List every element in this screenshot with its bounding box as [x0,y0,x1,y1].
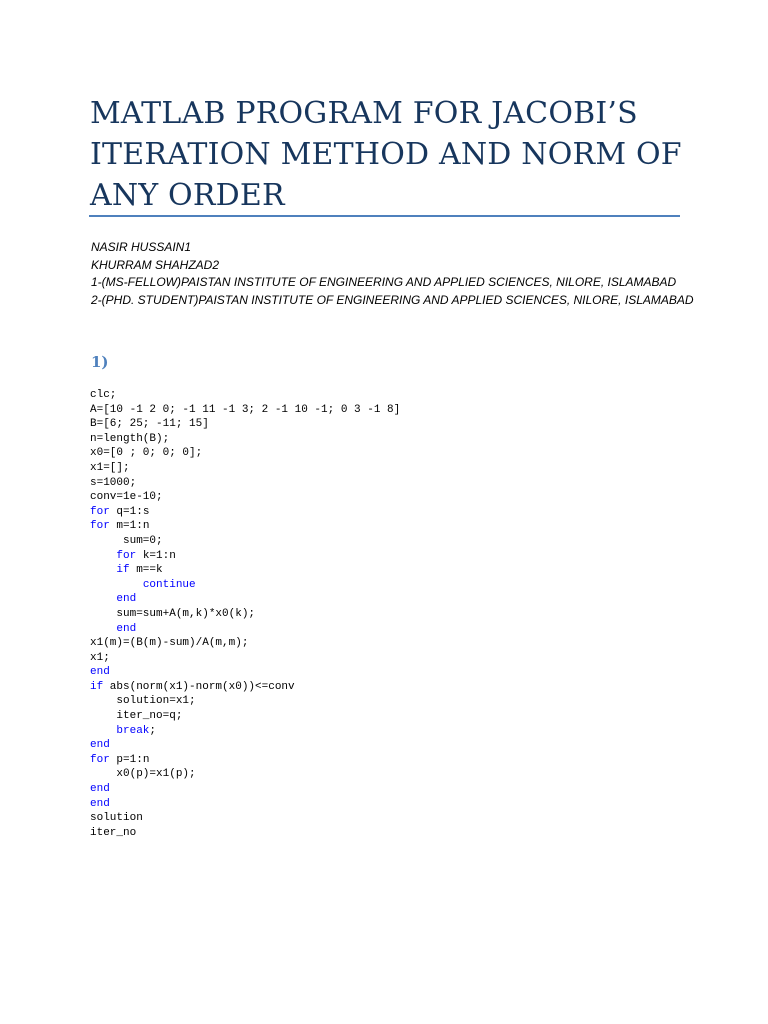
author-name-2: KHURRAM SHAHZAD2 [91,257,220,272]
code-text: iter_no=q; [90,710,183,723]
code-text: q=1:s [109,505,150,518]
code-line [90,680,400,695]
code-line [90,622,400,637]
code-line [90,826,400,841]
code-keyword: if [116,564,130,577]
code-text: n=length(B); [90,432,170,445]
code-line [90,738,400,753]
code-text [90,550,116,562]
code-line [90,694,400,709]
code-line [90,403,400,418]
code-line [90,782,400,797]
code-line [90,607,400,622]
code-line [90,811,400,826]
section-heading: 1) [91,353,109,371]
code-line [90,709,400,724]
code-text: ; [149,724,157,737]
code-line [90,592,400,607]
code-line [90,636,400,651]
code-text: x1(m)=(B(m)-sum)/A(m,m); [90,637,249,650]
code-line [90,519,400,534]
code-line [90,651,400,666]
code-text: abs(norm(x1)-norm(x0))<=conv [103,680,295,693]
code-text [90,579,143,591]
code-line [90,578,400,593]
author-name-1: NASIR HUSSAIN1 [91,240,192,254]
code-text: solution [90,812,143,825]
code-keyword: end [90,666,110,679]
code-text: conv=1e-10; [90,491,163,504]
code-keyword: for [90,505,110,518]
document-title: MATLAB PROGRAM FOR JACOBI’S ITERATION METHOD AND NORM OF ANY ORDER [90,96,682,213]
code-line [90,563,400,578]
author-block [91,239,711,309]
code-keyword: end [90,739,110,752]
code-text: sum=0; [90,534,163,547]
code-keyword: break [116,724,150,737]
code-text [90,623,116,635]
code-text: p=1:n [109,753,150,766]
code-line [90,534,400,549]
code-text: iter_no [90,826,137,839]
code-text [90,564,116,576]
code-keyword: end [90,797,110,810]
code-text: s=1000; [90,476,137,489]
code-text: clc; [90,389,117,401]
code-line [90,753,400,768]
code-text: A=[10 -1 2 0; -1 11 -1 3; 2 -1 10 -1; 0 3 -1 8] [90,403,401,416]
code-text: m==k [129,564,163,577]
code-text [90,725,116,737]
code-keyword: end [116,593,137,606]
code-keyword: end [116,622,137,635]
code-keyword: if [90,680,104,693]
code-text: sum=sum+A(m,k)*x0(k); [90,607,256,620]
code-line [90,505,400,520]
code-text: x0=[0 ; 0; 0; 0]; [90,447,203,460]
code-line [90,461,400,476]
code-text: x1; [90,651,110,664]
code-keyword: for [90,753,110,766]
matlab-code-block [90,388,400,840]
code-line [90,417,400,432]
code-text: B=[6; 25; -11; 15] [90,418,209,431]
author-affiliation-1: 1-(MS-FELLOW)PAISTAN INSTITUTE OF ENGINEERING AND APPLIED SCIENCES, NILORE, ISLAMABAD [91,275,677,289]
title-divider [89,215,680,217]
code-text: solution=x1; [90,695,196,708]
code-line [90,490,400,505]
code-text [90,593,116,605]
code-line [90,549,400,564]
code-line [90,665,400,680]
code-line [90,432,400,447]
code-keyword: continue [142,578,196,591]
code-line [90,797,400,812]
code-line [90,476,400,491]
code-text: k=1:n [136,549,176,562]
code-line [90,724,400,739]
code-line [90,446,400,461]
author-affiliation-2: 2-(PHD. STUDENT)PAISTAN INSTITUTE OF ENGINEERING AND APPLIED SCIENCES, NILORE, ISLAMABAD [91,292,694,307]
code-keyword: for [116,549,137,562]
code-line [90,767,400,782]
code-text: x0(p)=x1(p); [90,768,196,781]
code-line [90,388,400,403]
code-text: m=1:n [109,520,150,533]
code-keyword: end [90,783,110,796]
code-text: x1=[]; [90,461,130,474]
code-keyword: for [90,520,110,533]
